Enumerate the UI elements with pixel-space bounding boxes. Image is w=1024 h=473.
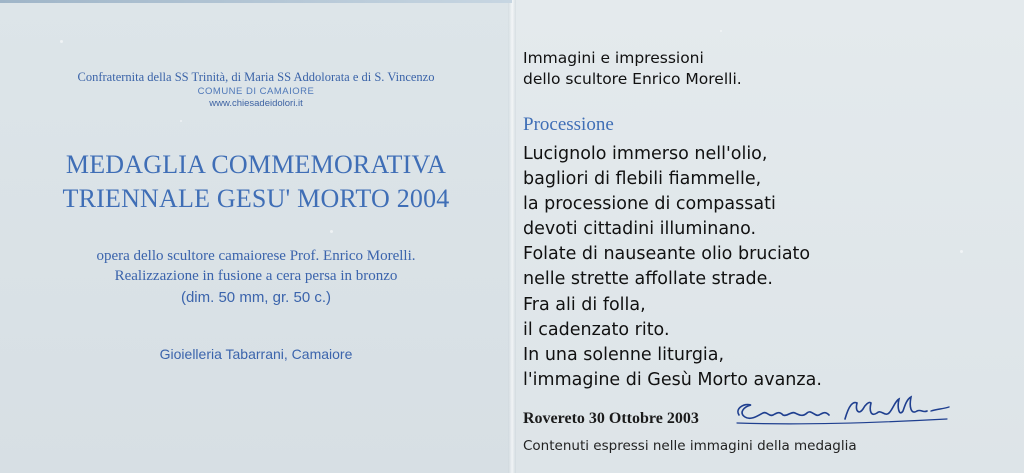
poem-line: Lucignolo immerso nell'olio, bbox=[523, 144, 768, 164]
poem-body bbox=[523, 142, 822, 393]
paper-speck bbox=[180, 120, 182, 122]
date-line: Rovereto 30 Ottobre 2003 bbox=[523, 410, 699, 427]
poem-line: Fra ali di folla, bbox=[523, 294, 646, 315]
poem-title: Processione bbox=[523, 114, 614, 135]
poem-line: In una solenne liturgia, bbox=[523, 344, 725, 365]
poem-line: nelle strette affollate strade. bbox=[523, 269, 773, 290]
poem-line: il cadenzato rito. bbox=[523, 319, 670, 340]
poem-line: la processione di compassati bbox=[523, 194, 776, 215]
opera-line-3: (dim. 50 mm, gr. 50 c.) bbox=[180, 289, 332, 306]
intro-line-1: Immagini e impressioni bbox=[523, 49, 704, 67]
footer-line: Contenuti espressi nelle immagini della medaglia bbox=[523, 438, 857, 454]
gioielleria-line: Gioielleria Tabarrani, Camaiore bbox=[159, 346, 353, 362]
title-line-1: MEDAGLIA COMMEMORATIVA bbox=[65, 150, 447, 179]
poem-line: bagliori di flebili fiammelle, bbox=[523, 169, 762, 190]
title-line-2: TRIENNALE GESU' MORTO 2004 bbox=[62, 184, 450, 213]
poem-line: l'immagine di Gesù Morto avanza. bbox=[523, 369, 822, 390]
comune-line: COMUNE DI CAMAIORE bbox=[197, 86, 315, 97]
top-border-line bbox=[0, 0, 512, 3]
website-line: www.chiesadeidolori.it bbox=[209, 98, 303, 109]
confraternita-line: Confraternita della SS Trinità, di Maria SS Addolorata e di S. Vincenzo bbox=[77, 70, 435, 84]
paper-speck bbox=[60, 40, 63, 43]
opera-line-1: opera dello scultore camaiorese Prof. Enrico Morelli. bbox=[96, 248, 416, 264]
paper-speck bbox=[720, 30, 722, 32]
intro-line-2: dello scultore Enrico Morelli. bbox=[523, 70, 742, 88]
opera-line-2: Realizzazione in fusione a cera persa in bronzo bbox=[114, 268, 398, 284]
paper-speck bbox=[960, 250, 963, 253]
handwritten-signature bbox=[733, 393, 953, 433]
paper-speck bbox=[330, 230, 333, 233]
poem-line: devoti cittadini illuminano. bbox=[523, 219, 757, 240]
poem-line: Folate di nauseante olio bruciato bbox=[523, 244, 811, 265]
